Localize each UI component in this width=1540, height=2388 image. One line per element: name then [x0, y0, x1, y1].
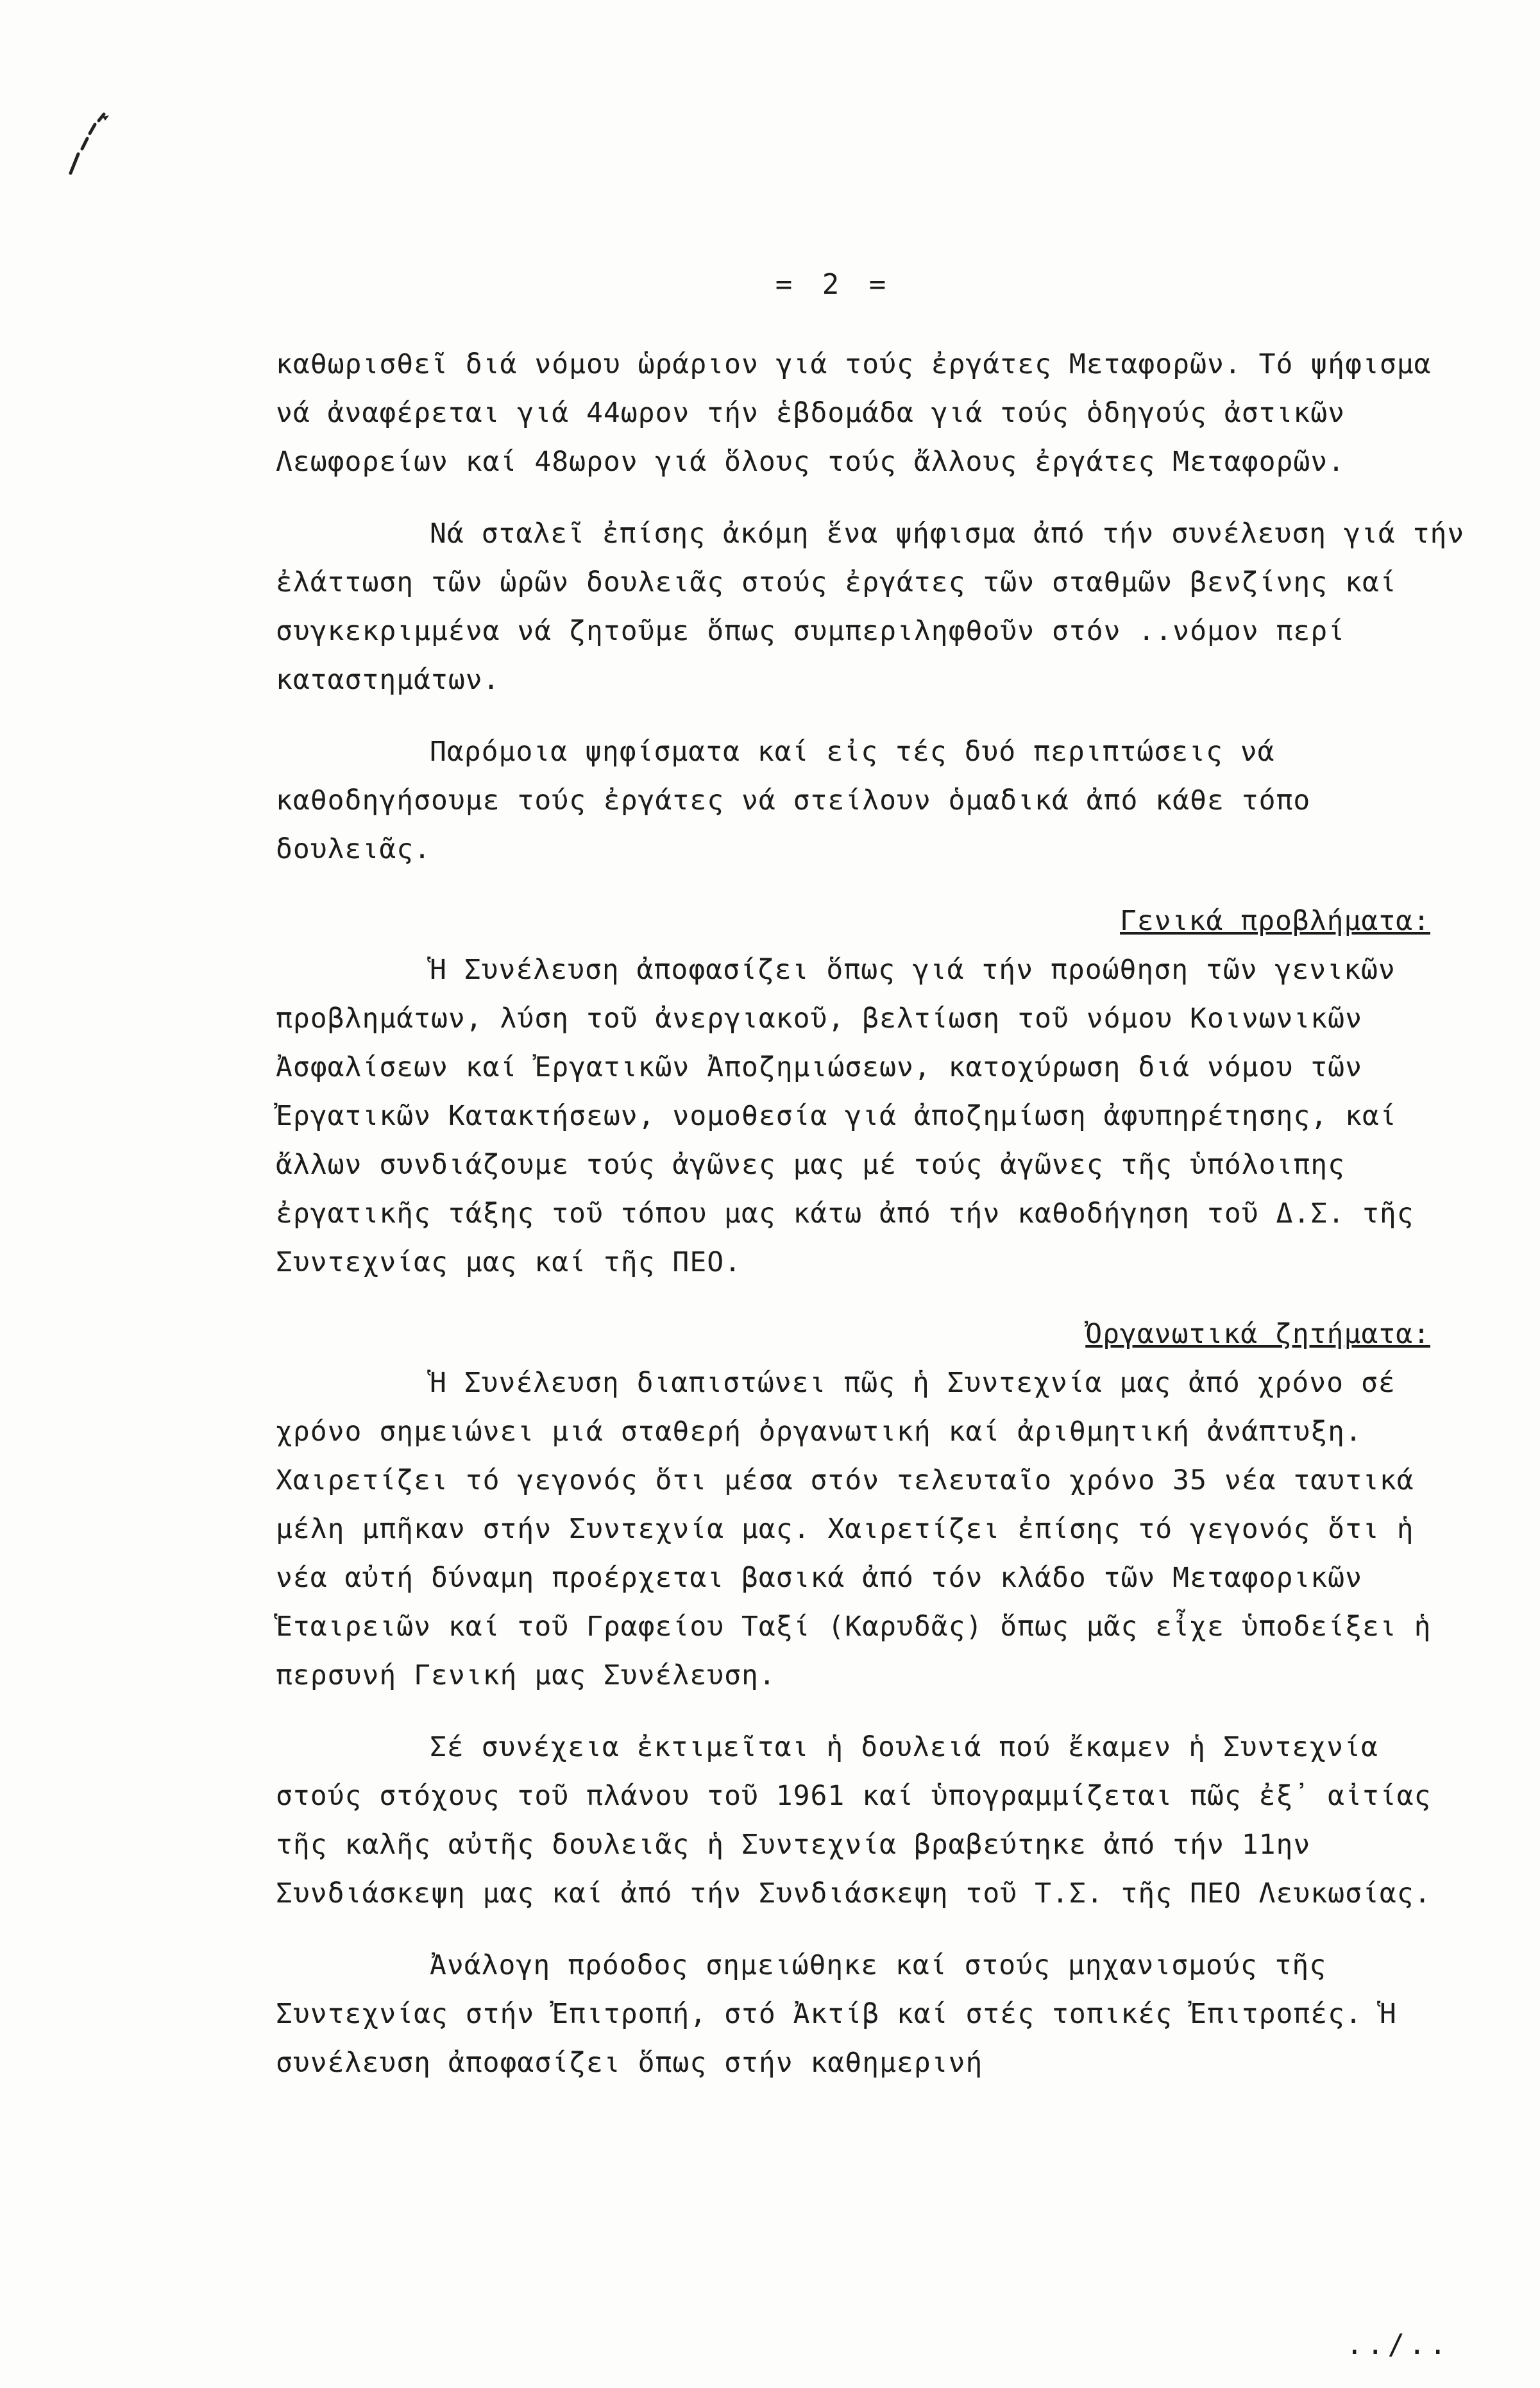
heading-general-problems: Γενικά προβλήματα:	[1120, 905, 1430, 937]
paragraph-committees: Ἀνάλογη πρόοδος σημειώθηκε καί στούς μηχανισμούς τῆς Συντεχνίας στήν Ἐπιτροπή, στό Ἀκτίβ καί στές τοπικές Ἐπιτροπές. Ἡ συνέλευση ἀποφασίζει ὅπως στήν καθημερινή	[276, 1949, 1414, 2079]
heading-organizational-issues: Ὀργανωτικά ζητήματα:	[1085, 1318, 1430, 1350]
paragraph-general-problems: Ἡ Συνέλευση ἀποφασίζει ὅπως γιά τήν προώθηση τῶν γενικῶν προβλημάτων, λύση τοῦ ἀνεργιακοῦ, βελτίωση τοῦ νόμου Κοινωνικῶν Ἀσφαλίσεων καί Ἐργατικῶν Ἀποζημιώσεων, κατοχύρωση διά νόμου τῶν Ἐργατικῶν Κατακτήσεων, νομοθεσία γιά ἀποζημίωση ἀφυπηρέτησης, καί ἄλλων συνδιάζουμε τούς ἀγῶνες μας μέ τούς ἀγῶνες τῆς ὑπόλοιπης ἐργατικῆς τάξης τοῦ τόπου μας κάτω ἀπό τήν καθοδήγηση τοῦ Δ.Σ. τῆς Συντεχνίας μας καί τῆς ΠΕΟ.	[276, 954, 1432, 1278]
paragraph-similar-resolutions: Παρόμοια ψηφίσματα καί εἰς τές δυό περιπτώσεις νά καθοδηγήσουμε τούς ἐργάτες νά στείλουν ὁμαδικά ἀπό κάθε τόπο δουλειᾶς.	[276, 736, 1328, 865]
paragraph-petrol-stations: Νά σταλεῖ ἐπίσης ἀκόμη ἕνα ψήφισμα ἀπό τήν συνέλευση γιά τήν ἐλάττωση τῶν ὡρῶν δουλειᾶς στούς ἐργάτες τῶν σταθμῶν βενζίνης καί συγκεκριμμένα νά ζητοῦμε ὅπως συμπεριληφθοῦν στόν ..νόμον περί καταστημάτων.	[276, 518, 1482, 696]
paragraph-working-hours: καθωρισθεῖ διά νόμου ὡράριον γιά τούς ἐργάτες Μεταφορῶν. Τό ψήφισμα νά ἀναφέρεται γιά 44ωρον τήν ἑβδομάδα γιά τούς ὁδηγούς ἀστικῶν Λεωφορείων καί 48ωρον γιά ὅλους τούς ἄλλους ἐργάτες Μεταφορῶν.	[276, 348, 1449, 478]
document-body	[276, 340, 1482, 2087]
page-number: = 2 =	[775, 268, 893, 301]
continuation-mark: ../..	[1346, 2328, 1450, 2361]
paragraph-organizational-growth: Ἡ Συνέλευση διαπιστώνει πῶς ἡ Συντεχνία μας ἀπό χρόνο σέ χρόνο σημειώνει μιά σταθερή ὀργανωτική καί ἀριθμητική ἀνάπτυξη. Χαιρετίζει τό γεγονός ὅτι μέσα στόν τελευταῖο χρόνο 35 νέα ταυτικά μέλη μπῆκαν στήν Συντεχνία μας. Χαιρετίζει ἐπίσης τό γεγονός ὅτι ἡ νέα αὐτή δύναμη προέρχεται βασικά ἀπό τόν κλάδο τῶν Μεταφορικῶν Ἑταιρειῶν καί τοῦ Γραφείου Ταξί (Καρυδᾶς) ὅπως μᾶς εἶχε ὑποδείξει ἡ περσυνή Γενική μας Συνέλευση.	[276, 1367, 1449, 1691]
pencil-mark-icon	[45, 103, 148, 205]
paragraph-plan-1961: Σέ συνέχεια ἐκτιμεῖται ἡ δουλειά πού ἔκαμεν ἡ Συντεχνία στούς στόχους τοῦ πλάνου τοῦ 1961 καί ὑπογραμμίζεται πῶς ἐξ᾽ αἰτίας τῆς καλῆς αὐτῆς δουλειᾶς ἡ Συντεχνία βραβεύτηκε ἀπό τήν 11ην Συνδιάσκεψη μας καί ἀπό τήν Συνδιάσκεψη τοῦ Τ.Σ. τῆς ΠΕΟ Λευκωσίας.	[276, 1731, 1449, 1910]
